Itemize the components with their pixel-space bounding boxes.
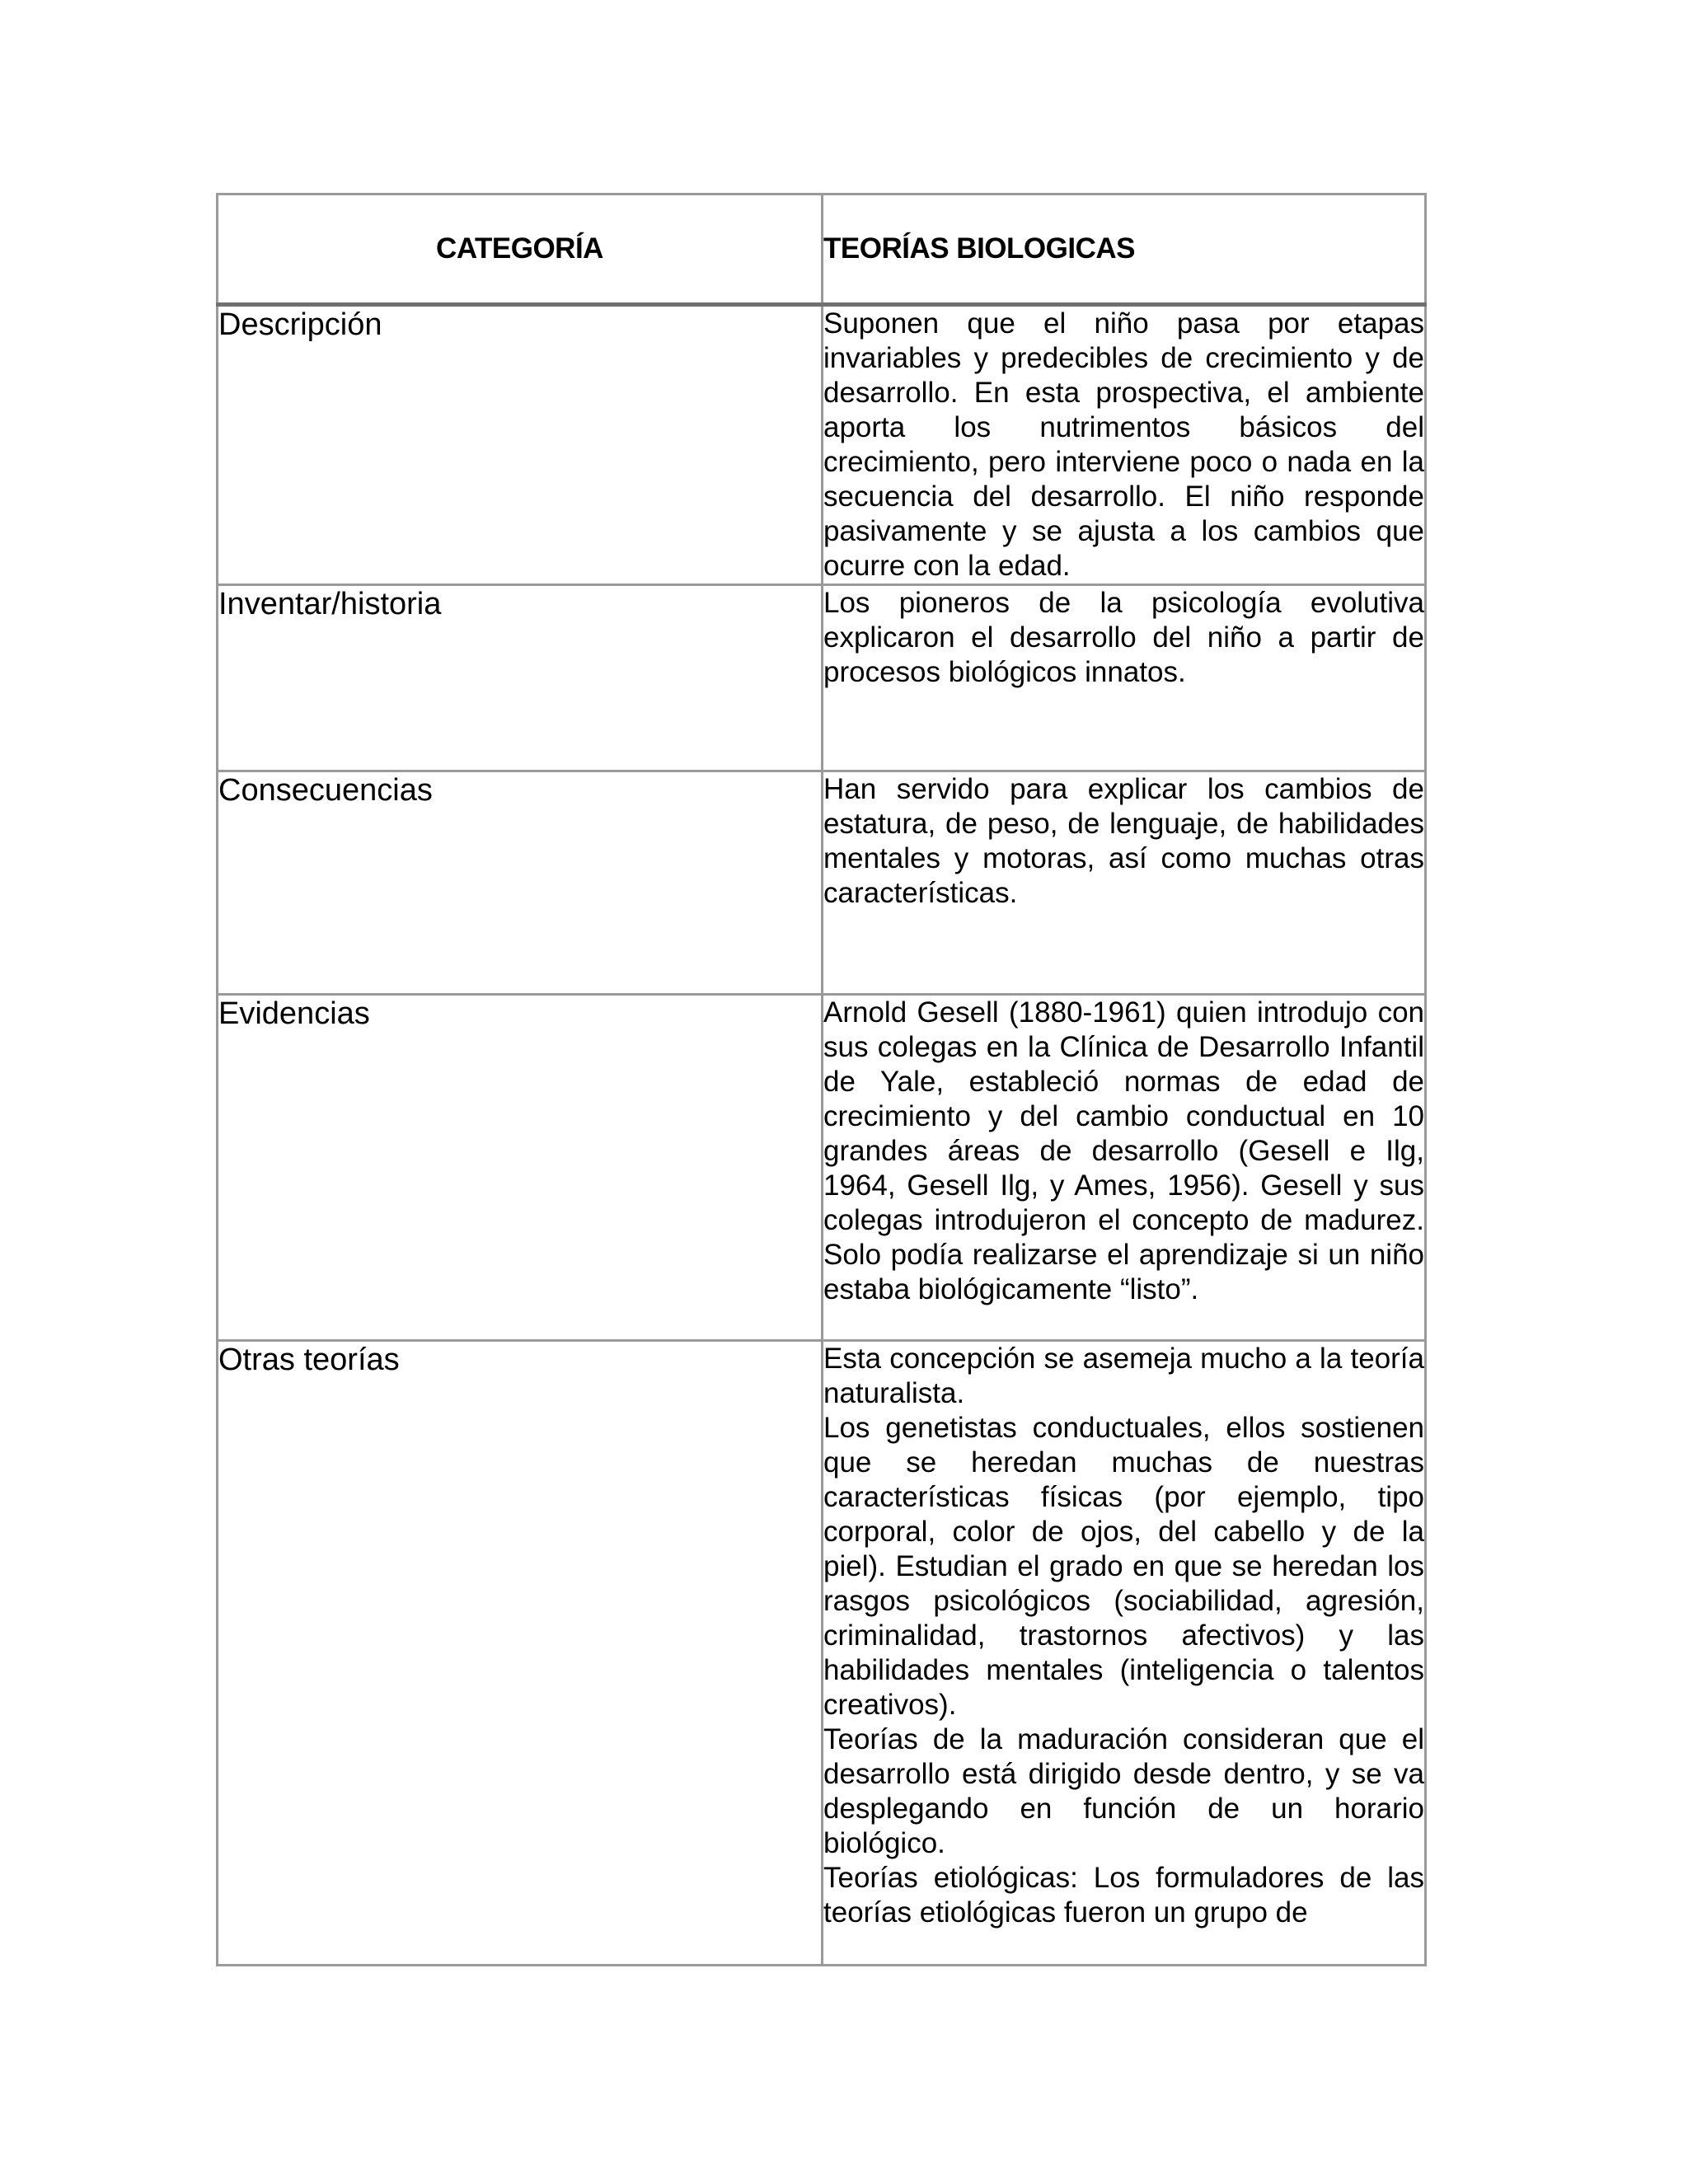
header-theories: TEORÍAS BIOLOGICAS — [823, 194, 1426, 305]
table-row — [218, 585, 1426, 771]
table-row — [218, 995, 1426, 1341]
table-row — [218, 1341, 1426, 1966]
row-category: Otras teorías — [218, 1341, 823, 1966]
row-category: Descripción — [218, 305, 823, 585]
paragraph: Teorías etiológicas: Los formuladores de las teorías etiológicas fueron un grupo de — [823, 1862, 1424, 1929]
paragraph: Los genetistas conductuales, ellos sostienen que se heredan muchas de nuestras características físicas (por ejemplo, tipo corporal, color de ojos, del cabello y de la piel). Estudian el grado en que se heredan los rasgos psicológicos (sociabilidad, agresión, criminalidad, trastornos afectivos) y las habilidades mentales (inteligencia o talentos creativos). — [823, 1412, 1424, 1721]
row-category: Inventar/historia — [218, 585, 823, 771]
paragraph: Esta concepción se asemeja mucho a la teoría naturalista. — [823, 1343, 1424, 1409]
table-header-row — [218, 194, 1426, 305]
row-category: Evidencias — [218, 995, 823, 1341]
row-description — [823, 585, 1426, 771]
row-description — [823, 771, 1426, 995]
paragraph: Los pioneros de la psicología evolutiva explicaron el desarrollo del niño a partir de procesos biológicos innatos. — [823, 587, 1424, 688]
paragraph: Teorías de la maduración consideran que el desarrollo está dirigido desde dentro, y se va desplegando en función de un horario biológico. — [823, 1723, 1424, 1859]
paragraph: Arnold Gesell (1880-1961) quien introdujo con sus colegas en la Clínica de Desarrollo Infantil de Yale, estableció normas de edad de crecimiento y del cambio conductual en 10 grandes áreas de desarrollo (Gesell e Ilg, 1964, Gesell Ilg, y Ames, 1956). Gesell y sus colegas introdujeron el concepto de madurez. Solo podía realizarse el aprendizaje si un niño estaba biológicamente “listo”. — [823, 996, 1424, 1305]
paragraph: Suponen que el niño pasa por etapas invariables y predecibles de crecimiento y de desarrollo. En esta prospectiva, el ambiente aporta los nutrimentos básicos del crecimiento, pero interviene poco o nada en la secuencia del desarrollo. El niño responde pasivamente y se ajusta a los cambios que ocurre con la edad. — [823, 307, 1424, 582]
row-description — [823, 305, 1426, 585]
header-category: CATEGORÍA — [218, 194, 823, 305]
table-row — [218, 771, 1426, 995]
theories-table — [216, 193, 1427, 1966]
row-description — [823, 995, 1426, 1341]
paragraph: Han servido para explicar los cambios de estatura, de peso, de lenguaje, de habilidades mentales y motoras, así como muchas otras características. — [823, 773, 1424, 909]
table-row — [218, 305, 1426, 585]
row-category: Consecuencias — [218, 771, 823, 995]
row-description — [823, 1341, 1426, 1966]
